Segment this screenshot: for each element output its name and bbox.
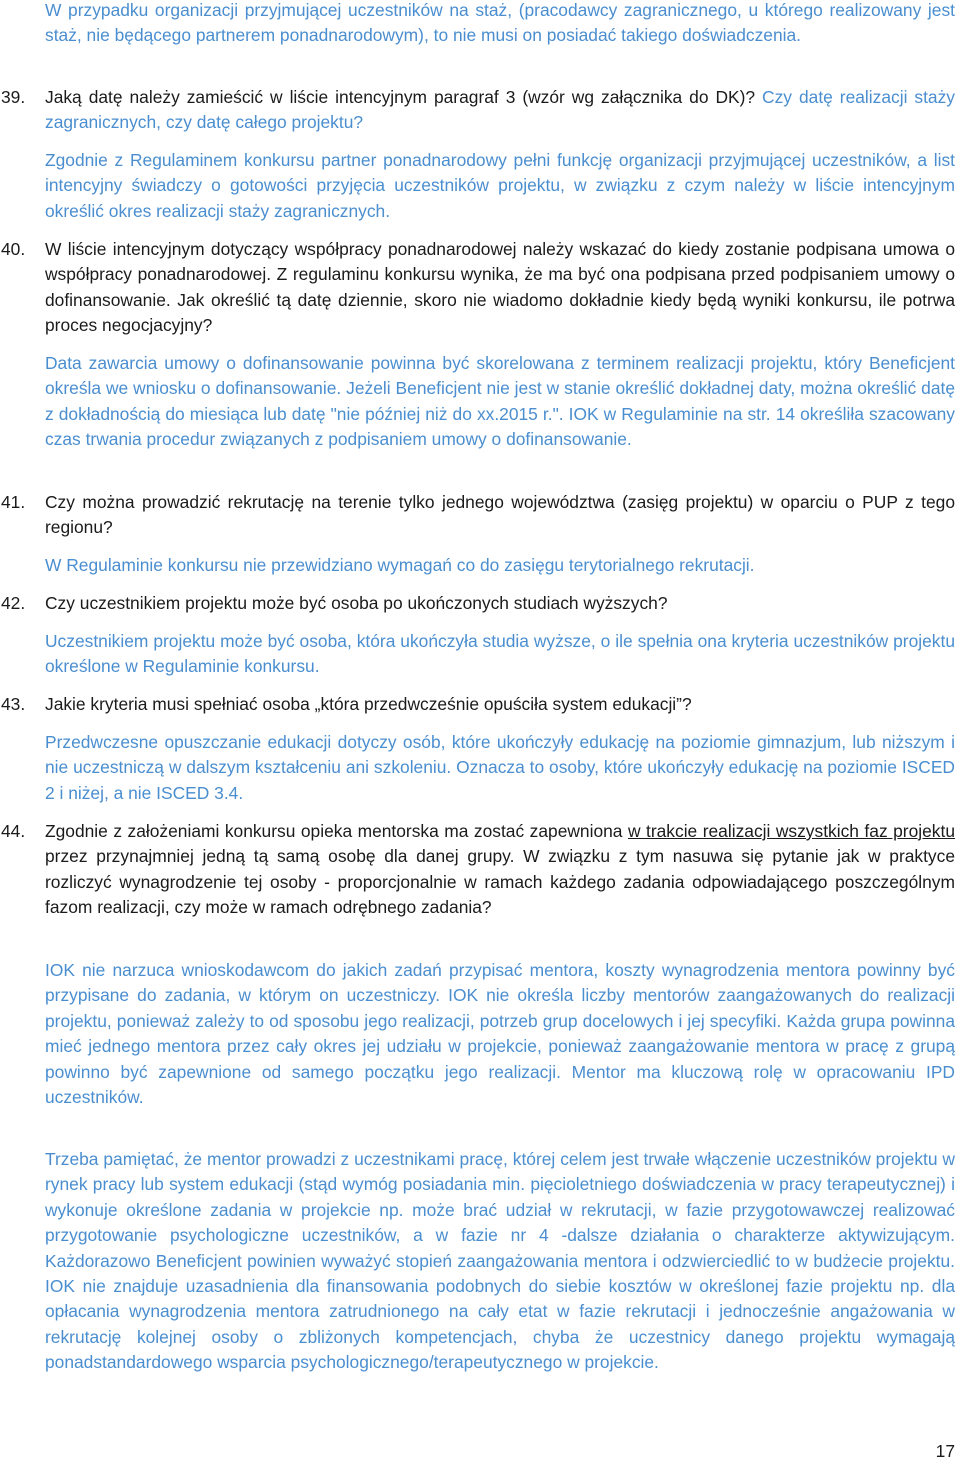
question-text: Jaką datę należy zamieścić w liście intencyjnym paragraf 3 (wzór wg załącznika do DK)? — [45, 87, 756, 107]
answer-40: Data zawarcia umowy o dofinansowanie powinna być skorelowana z terminem realizacji projektu, który Beneficjent określa we wniosku o dofinansowanie. Jeżeli Beneficjent nie jest w stanie określić dokładnej daty, można określić datę z dokładnością do miesiąca lub datę "nie później niż do xx.2015 r.". IOK w Regulaminie na str. 14 określiła szacowany czas trwania procedur związanych z podpisaniem umowy o dofinansowanie. — [45, 353, 955, 450]
page-number: 17 — [935, 1441, 955, 1461]
question-text: Czy można prowadzić rekrutację na terenie tylko jednego województwa (zasięg projektu) w oparciu o PUP z tego regionu? — [45, 492, 955, 538]
answer-44-part-2: Trzeba pamiętać, że mentor prowadzi z uczestnikami pracę, której celem jest trwałe włączenie uczestników projektu w rynek pracy lub system edukacji (stąd wymóg posiadania min. pięcioletniego doświadczenia w pracy terapeutycznej) i wykonuje określone zadania w projekcie np. może brać udział w rekrutacji, w fazie przygotowawczej realizować przygotowanie psychologiczne uczestników, a w fazie nr 4 -dalsze działania o charakterze aktywizującym. Każdorazowo Beneficjent powinien wyważyć stopień zaangażowania mentora i odzwierciedlić to w budżecie projektu. IOK nie znajduje uzasadnienia dla finansowania podobnych do siebie kosztów w określonej fazie projektu np. dla opłacania wynagrodzenia mentora zatrudnionego na cały etat w fazie rekrutacji i jednocześnie angażowania w rekrutację kolejnej osoby o zbliżonych kompetencjach, chyba że uczestnicy danego projektu wymagają ponadstandardowego wsparcia psychologicznego/terapeutycznego w projekcie. — [45, 1149, 955, 1373]
question-text: Zgodnie z założeniami konkursu opieka mentorska ma zostać zapewniona — [45, 821, 628, 841]
question-text: W liście intencyjnym dotyczący współpracy ponadnarodowej należy wskazać do kiedy zostanie podpisana umowa o współpracy ponadnarodowej. Z regulaminu konkursu wynika, że ma być ona podpisana przed podpisaniem umowy o dofinansowanie. Jak określić tą datę dziennie, skoro nie wiadomo dokładnie kiedy będą wyniki konkursu, ile potrwa proces negocjacyjny? — [45, 239, 955, 336]
answer-43: Przedwczesne opuszczanie edukacji dotyczy osób, które ukończyły edukację na poziomie gimnazjum, lub niższym i nie uczestniczą w dalszym kształceniu ani szkoleniu. Oznacza to osoby, które ukończyły edukację na poziomie ISCED 2 i niżej, a nie ISCED 3.4. — [45, 732, 955, 803]
question-number: 40. — [1, 239, 26, 259]
question-number: 39. — [1, 87, 26, 107]
intro-answer: W przypadku organizacji przyjmującej uczestników na staż, (pracodawcy zagranicznego, u którego realizowany jest staż, nie będącego partnerem ponadnarodowym), to nie musi on posiadać takiego doświadczenia. — [45, 0, 955, 46]
question-40 — [1, 237, 955, 339]
answer-44-part-1: IOK nie narzuca wnioskodawcom do jakich zadań przypisać mentora, koszty wynagrodzenia mentora powinny być przypisane do zadania, w którym on uczestniczy. IOK nie określa liczby mentorów zaangażowanych do realizacji projektu, ponieważ zależy to od sposobu jego realizacji, potrzeb grup docelowych i jej specyfiki. Każda grupa powinna mieć jednego mentora przez cały okres jej udziału w projekcie, ponieważ zaangażowanie mentora w pracę z grupą powinno być zapewnione od samego początku jego realizacji. Mentor ma kluczową rolę w opracowaniu IPD uczestników. — [45, 960, 955, 1108]
question-41 — [1, 490, 955, 541]
question-43 — [1, 692, 955, 717]
question-number: 44. — [1, 821, 26, 841]
question-44 — [1, 819, 955, 921]
question-number: 41. — [1, 492, 26, 512]
answer-39: Zgodnie z Regulaminem konkursu partner ponadnarodowy pełni funkcję organizacji przyjmującej uczestników, a list intencyjny świadczy o gotowości przyjęcia uczestników projektu, w związku z czym należy w liście intencyjnym określić okres realizacji staży zagranicznych. — [45, 150, 955, 221]
question-text: Czy uczestnikiem projektu może być osoba po ukończonych studiach wyższych? — [45, 593, 668, 613]
question-text-highlight: Czy datę realizacji staży zagranicznych, czy datę całego projektu? — [45, 87, 955, 133]
question-number: 43. — [1, 694, 26, 714]
question-text: Jakie kryteria musi spełniać osoba „która przedwcześnie opuściła system edukacji”? — [45, 694, 692, 714]
answer-41: W Regulaminie konkursu nie przewidziano wymagań co do zasięgu terytorialnego rekrutacji. — [45, 555, 755, 575]
question-text: przez przynajmniej jedną tą samą osobę dla danej grupy. W związku z tym nasuwa się pytanie jak w praktyce rozliczyć wynagrodzenie tej osoby - proporcjonalnie w ramach każdego zadania odpowiadającego poszczególnym fazom realizacji, czy może w ramach odrębnego zadania? — [45, 846, 955, 918]
question-number: 42. — [1, 593, 26, 613]
answer-42: Uczestnikiem projektu może być osoba, która ukończyła studia wyższe, o ile spełnia ona kryteria uczestników projektu określone w Regulaminie konkursu. — [45, 631, 955, 677]
question-text-underlined: w trakcie realizacji wszystkich faz projektu — [627, 821, 955, 841]
question-39 — [1, 85, 955, 136]
question-42 — [1, 591, 955, 616]
